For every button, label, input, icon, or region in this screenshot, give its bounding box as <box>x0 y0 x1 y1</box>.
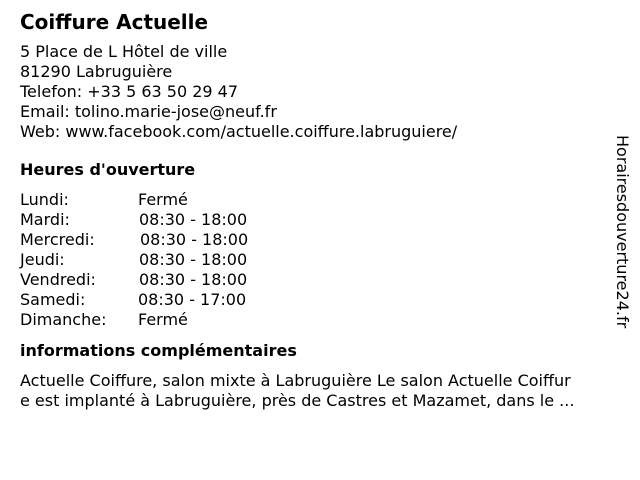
time-value: Fermé <box>138 310 188 329</box>
address-line-2: 81290 Labruguière <box>20 62 173 81</box>
description-line-1: Actuelle Coiffure, salon mixte à Labruguière Le salon Actuelle Coiffur <box>20 371 571 390</box>
day-label: Mercredi: <box>20 230 95 249</box>
day-label: Mardi: <box>20 210 70 229</box>
time-value: 08:30 - 18:00 <box>139 250 248 269</box>
description-line-2: e est implanté à Labruguière, près de Castres et Mazamet, dans le ... <box>20 391 575 410</box>
day-label: Samedi: <box>20 290 86 309</box>
time-value: 08:30 - 18:00 <box>139 210 248 229</box>
hours-heading: Heures d'ouverture <box>20 160 196 179</box>
time-value: 08:30 - 18:00 <box>139 270 248 289</box>
info-heading: informations complémentaires <box>20 341 297 360</box>
time-value: 08:30 - 17:00 <box>138 290 247 309</box>
hours-row-thursday <box>20 250 610 270</box>
business-card <box>20 10 610 411</box>
hours-row-friday <box>20 270 610 290</box>
site-watermark: Horairesdouverture24.fr <box>613 135 632 329</box>
time-value: Fermé <box>138 190 188 209</box>
day-label: Lundi: <box>20 190 69 209</box>
email-address[interactable]: Email: tolino.marie-jose@neuf.fr <box>20 102 277 121</box>
day-label: Dimanche: <box>20 310 107 329</box>
time-value: 08:30 - 18:00 <box>140 230 249 249</box>
info-description <box>20 371 628 411</box>
website-link[interactable]: Web: www.facebook.com/actuelle.coiffure.labruguiere/ <box>20 122 458 141</box>
phone-number[interactable]: Telefon: +33 5 63 50 29 47 <box>20 82 239 101</box>
hours-table <box>20 190 610 330</box>
business-name: Coiffure Actuelle <box>20 10 209 34</box>
day-label: Vendredi: <box>20 270 96 289</box>
hours-row-saturday <box>20 290 610 310</box>
day-label: Jeudi: <box>20 250 65 269</box>
address-line-1: 5 Place de L Hôtel de ville <box>20 42 228 61</box>
hours-row-tuesday <box>20 210 610 230</box>
hours-row-sunday <box>20 310 610 330</box>
hours-row-wednesday <box>20 230 610 250</box>
hours-row-monday <box>20 190 610 210</box>
